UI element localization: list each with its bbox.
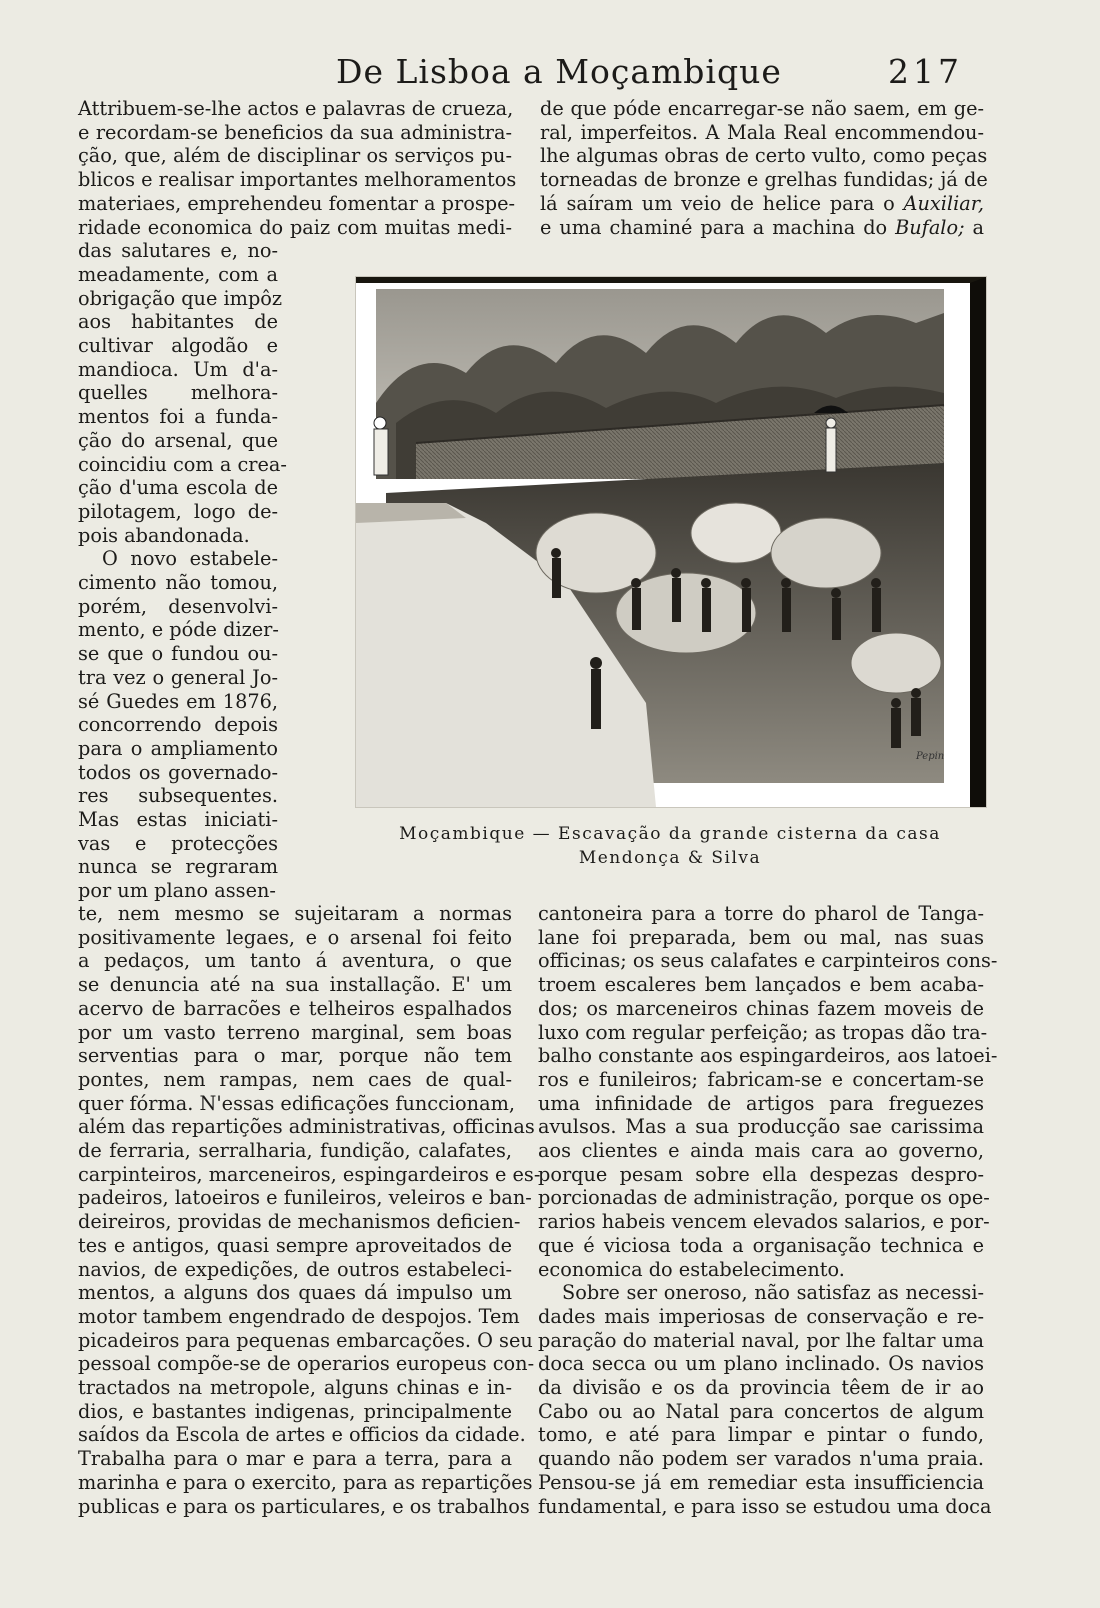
text-line: meadamente, com a bbox=[78, 262, 278, 286]
text-line: aos habitantes de bbox=[78, 310, 278, 334]
text-line: porém, desenvolvi- bbox=[78, 594, 278, 618]
text-line: te, nem mesmo se sujeitaram a normas bbox=[78, 902, 512, 925]
text-line: rarios habeis vencem elevados salarios, e por- bbox=[538, 1210, 990, 1234]
text-line: serventias para o mar, porque não tem bbox=[78, 1044, 512, 1068]
text-line: positivamente legaes, e o arsenal foi feito bbox=[78, 925, 512, 949]
text-line: se que o fundou ou- bbox=[78, 642, 278, 666]
text-line: vas e protecções bbox=[78, 831, 278, 855]
text-line: cimento não tomou, bbox=[78, 571, 278, 594]
text-line: concorrendo depois bbox=[78, 713, 278, 737]
text-line: O novo estabele- bbox=[102, 547, 278, 571]
text-line: Sobre ser oneroso, não satisfaz as necessi- bbox=[562, 1281, 984, 1305]
text-line: torneadas de bronze e grelhas fundidas; já de bbox=[540, 168, 988, 192]
text-line: Cabo ou ao Natal para concertos de algum bbox=[538, 1399, 984, 1423]
text-line: marinha e para o exercito, para as repartições bbox=[78, 1470, 533, 1494]
text-line: picadeiros para pequenas embarcações. O seu bbox=[78, 1328, 533, 1352]
text-line: officinas; os seus calafates e carpinteiros cons- bbox=[538, 949, 998, 973]
text-line: da divisão e os da provincia têem de ir ao bbox=[538, 1376, 984, 1399]
text-line: tes e antigos, quasi sempre aproveitados de bbox=[78, 1233, 512, 1257]
text-line: obrigação que impôz bbox=[78, 286, 283, 310]
running-header-title: De Lisboa a Moçambique bbox=[336, 52, 782, 91]
page-number: 217 bbox=[888, 52, 963, 91]
text-line: coincidiu com a crea- bbox=[78, 452, 287, 476]
text-line: por um plano assen- bbox=[78, 879, 276, 903]
text-line: todos os governado- bbox=[78, 760, 278, 784]
text-line: ção do arsenal, que bbox=[78, 428, 278, 452]
text-line: e recordam-se beneficios da sua administra- bbox=[78, 120, 512, 144]
text-line: cantoneira para a torre do pharol de Tanga- bbox=[538, 902, 984, 925]
text-line: quer fórma. N'essas edificações funccionam, bbox=[78, 1091, 515, 1115]
artist-signature: Pepin bbox=[916, 751, 945, 762]
text-line: nunca se regraram bbox=[78, 855, 278, 879]
text-line: aos clientes e ainda mais cara ao governo, bbox=[538, 1139, 984, 1162]
text-line: tractados na metropole, alguns chinas e in- bbox=[78, 1376, 512, 1399]
text-line: troem escaleres bem lançados e bem acaba- bbox=[538, 973, 984, 997]
text-line: paração do material naval, por lhe faltar uma bbox=[538, 1328, 984, 1352]
figure-caption-line1: Moçambique — Escavação da grande cisterna da casa bbox=[399, 824, 941, 844]
text-line: porque pesam sobre ella despezas despro- bbox=[538, 1162, 984, 1186]
text-line: publicas e para os particulares, e os trabalhos bbox=[78, 1494, 530, 1518]
text-line: carpinteiros, marceneiros, espingardeiros e es- bbox=[78, 1162, 541, 1186]
text-line: uma infinidade de artigos para freguezes bbox=[538, 1091, 984, 1115]
text-line: dos; os marceneiros chinas fazem moveis de bbox=[538, 996, 984, 1020]
text-line: Pensou-se já em remediar esta insufficiencia bbox=[538, 1470, 984, 1494]
text-line: porcionadas de administração, porque os ope- bbox=[538, 1186, 990, 1210]
text-line: ção, que, além de disciplinar os serviços pu- bbox=[78, 144, 512, 168]
text-line: tomo, e até para limpar e pintar o fundo, bbox=[538, 1423, 984, 1447]
text-line: fundamental, e para isso se estudou uma doca bbox=[538, 1494, 992, 1518]
text-line: pessoal compõe-se de operarios europeus con- bbox=[78, 1352, 535, 1376]
text-line: pilotagem, logo de- bbox=[78, 499, 278, 523]
text-line: que é viciosa toda a organisação technica e bbox=[538, 1233, 984, 1257]
excavation-engraving bbox=[356, 283, 964, 807]
figure-caption-line2: Mendonça & Silva bbox=[578, 848, 762, 868]
text-line: doca secca ou um plano inclinado. Os navios bbox=[538, 1352, 984, 1376]
text-line: lane foi preparada, bem ou mal, nas suas bbox=[538, 925, 984, 949]
text-line: res subsequentes. bbox=[78, 784, 278, 808]
text-line: para o ampliamento bbox=[78, 736, 278, 760]
text-line: deireiros, providas de mechanismos deficien- bbox=[78, 1210, 521, 1234]
text-line: avulsos. Mas a sua producção sae carissima bbox=[538, 1115, 984, 1139]
text-line: ral, imperfeitos. A Mala Real encommendou- bbox=[540, 120, 984, 144]
text-line: luxo com regular perfeição; as tropas dão tra- bbox=[538, 1020, 988, 1044]
text-line: economica do estabelecimento. bbox=[538, 1257, 845, 1281]
text-line: mento, e póde dizer- bbox=[78, 618, 279, 642]
text-line: de ferraria, serralharia, fundição, calafates, bbox=[78, 1139, 512, 1162]
text-line: tra vez o general Jo- bbox=[78, 665, 278, 689]
text-line: mentos, a alguns dos quaes dá impulso um bbox=[78, 1281, 512, 1305]
text-line: por um vasto terreno marginal, sem boas bbox=[78, 1020, 512, 1044]
text-line: ção d'uma escola de bbox=[78, 476, 278, 500]
text-line: além das repartições administrativas, officinas bbox=[78, 1115, 535, 1139]
text-line: Mas estas iniciati- bbox=[78, 808, 278, 831]
text-line: lhe algumas obras de certo vulto, como peças bbox=[540, 144, 988, 168]
text-line: pois abandonada. bbox=[78, 523, 250, 547]
text-line: das salutares e, no- bbox=[78, 239, 278, 263]
text-line: de que póde encarregar-se não saem, em ge- bbox=[540, 97, 984, 120]
text-line: ridade economica do paiz com muitas medi- bbox=[78, 215, 512, 239]
text-line: sé Guedes em 1876, bbox=[78, 689, 278, 713]
text-line: quando não podem ser varados n'uma praia. bbox=[538, 1447, 984, 1471]
text-line: Attribuem-se-lhe actos e palavras de crueza, bbox=[78, 97, 514, 120]
text-line: mandioca. Um d'a- bbox=[78, 357, 278, 381]
text-line: e uma chaminé para a machina do Bufalo; a bbox=[540, 215, 985, 239]
text-line: lá saíram um veio de helice para o Auxiliar, bbox=[540, 191, 984, 215]
text-line: padeiros, latoeiros e funileiros, veleiros e ban- bbox=[78, 1186, 532, 1210]
text-line: navios, de expedições, de outros estabeleci- bbox=[78, 1257, 512, 1281]
text-line: dios, e bastantes indigenas, principalmente bbox=[78, 1399, 512, 1423]
text-line: quelles melhora- bbox=[78, 381, 278, 405]
text-line: acervo de barracões e telheiros espalhados bbox=[78, 996, 512, 1020]
text-line: mentos foi a funda- bbox=[78, 405, 278, 429]
text-line: ros e funileiros; fabricam-se e concertam-se bbox=[538, 1067, 984, 1091]
text-line: a pedaços, um tanto á aventura, o que bbox=[78, 949, 512, 973]
engraving-illustration bbox=[356, 277, 986, 807]
text-line: Trabalha para o mar e para a terra, para a bbox=[78, 1447, 512, 1471]
text-line: saídos da Escola de artes e officios da cidade. bbox=[78, 1423, 526, 1447]
text-line: cultivar algodão e bbox=[78, 334, 278, 357]
text-line: dades mais imperiosas de conservação e re- bbox=[538, 1304, 984, 1328]
text-line: motor tambem engendrado de despojos. Tem bbox=[78, 1304, 520, 1328]
text-line: blicos e realisar importantes melhoramentos bbox=[78, 168, 517, 192]
text-line: balho constante aos espingardeiros, aos latoei- bbox=[538, 1044, 998, 1068]
text-line: materiaes, emprehendeu fomentar a prospe- bbox=[78, 191, 515, 215]
text-line: se denuncia até na sua installação. E' um bbox=[78, 973, 512, 997]
text-line: pontes, nem rampas, nem caes de qual- bbox=[78, 1067, 512, 1091]
